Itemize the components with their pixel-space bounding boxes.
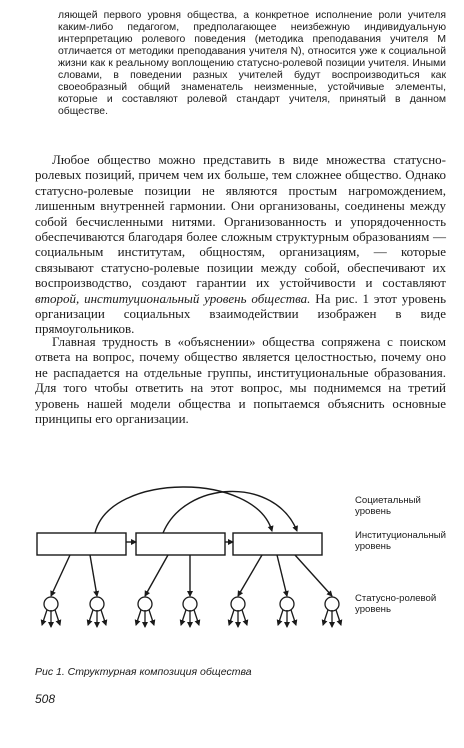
paragraph-1-emphasis: второй, институциональный уровень общества. — [35, 290, 311, 306]
role-arrow — [181, 610, 186, 625]
label-societal-level: Социетальный уровень — [355, 495, 421, 517]
role-arrow — [336, 610, 341, 625]
role-arrow — [278, 610, 283, 625]
status-role-circle — [183, 597, 197, 611]
role-arrow — [291, 610, 296, 625]
status-role-circle — [90, 597, 104, 611]
status-role-circle — [280, 597, 294, 611]
role-arrow — [42, 610, 47, 625]
role-arrow — [88, 610, 93, 625]
status-role-circle — [138, 597, 152, 611]
paragraph-1-text-a: Любое общество можно представить в виде множества статусно-ролевых позиций, причем чем их больше, тем сложнее общество. Однако статусно-ролевые позиции не являются простым нагромождением, лишенным внутренней гармонии. Они организованы, соединены между собой бесчисленными нитями. Организованность и упорядоченность обеспечиваются благодаря более сложным структурным образованиям — социальным институтам, общностям, организациям, — которые связывают статусно-ролевые позиции между собой, обеспечивают их воспроизводство, создают гарантии их устойчивости и составляют — [35, 152, 446, 291]
role-arrow — [149, 610, 154, 625]
quote-block: ляющей первого уровня общества, а конкретное исполнение роли учителя каким-либо педагогом, предполагающее неизбежную индивидуальную интерпретацию ролевого поведения (методика преподавания учителя М отличается от методики преподавания учителя N), относится уже к социальной жизни как к реальному воплощению статусно-ролевой позиции учителя. Иными словами, в поведении разных учителей будут воспроизводиться как своеобразный общий знаменатель неизменные, устойчивые элементы, которые и составляют ролевой стандарт учителя, принятый в данном обществе. — [58, 10, 446, 117]
role-arrow — [229, 610, 234, 625]
societal-arc-left — [95, 487, 272, 533]
societal-arc-right — [163, 491, 297, 533]
status-role-circle — [44, 597, 58, 611]
role-arrow — [55, 610, 60, 625]
role-arrow — [101, 610, 106, 625]
status-role-circle — [231, 597, 245, 611]
page-number: 508 — [35, 692, 56, 706]
paragraph-2: Главная трудность в «объяснении» общества сопряжена с поиском ответа на вопрос, почему общество является целостностью, почему оно не распадается на отдельные группы, институциональные образования. Для того чтобы ответить на этот вопрос, мы поднимемся на третий уровень нашей модели общества и попытаемся объяснить основные принципы его организации. — [35, 334, 446, 427]
role-arrow — [194, 610, 199, 625]
institution-box-1 — [37, 533, 126, 555]
institution-box-2 — [136, 533, 225, 555]
status-role-circle — [325, 597, 339, 611]
label-institutional-level: Институциональный уровень — [355, 530, 447, 552]
role-arrow — [242, 610, 247, 625]
figure-caption: Рис 1. Структурная композиция общества — [35, 666, 252, 678]
role-arrow — [323, 610, 328, 625]
paragraph-1 — [35, 152, 446, 337]
paragraph-1-text-b: На рис. 1 этот уровень организации социальных взаимодействии изображен в виде прямоугольников. — [35, 290, 447, 337]
label-status-role-level: Статусно-ролевой уровень — [355, 593, 437, 615]
institution-box-3 — [233, 533, 322, 555]
role-arrow — [136, 610, 141, 625]
